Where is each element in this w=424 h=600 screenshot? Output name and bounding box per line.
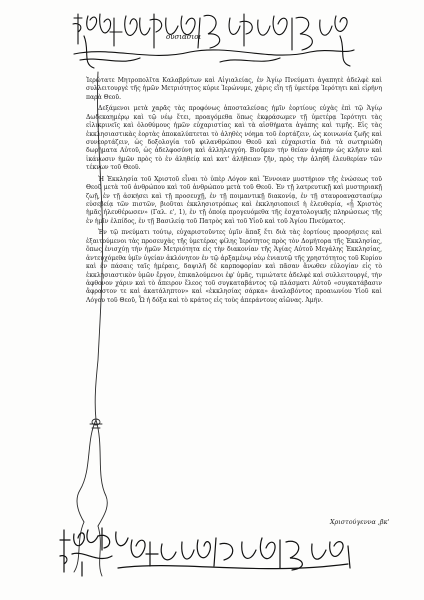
letter-body bbox=[86, 77, 382, 308]
letter-paragraph: Ἐν τῷ πνεύματι τούτῳ, εὐχαριστοῦντες ὑμῖν ἅπαξ ἔτι διὰ τὰς ἑορτίους προσρήσεις καὶ ἐξαιτούμενοι τὰς προσευχὰς τῆς ὑμετέρας φίλης Ἱερότητος πρὸς τὸν Δομήτορα τῆς Ἐκκλησίας, ὅπως ἐνισχύῃ τὴν ἡμῶν Μετριότητα εἰς τὴν διακονίαν τῆς Ἁγίας Αὐτοῦ Μεγάλης Ἐκκλησίας, ἀντευχόμεθα ὑμῖν ὑγείαν ἀκλόνητον ἐν τῷ ἀρξαμένῳ νέῳ ἐνιαυτῷ τῆς χρηστότητος τοῦ Κυρίου καὶ ἐν πάσαις ταῖς ἡμέραις, δαψιλῆ δὲ καρποφορίαν καὶ πᾶσαν ἄνωθεν εὐλογίαν εἰς τὸ ἐκκλησιαστικὸν ὑμῶν ἔργον, ἐπικαλούμενοι ἐφ' ὑμᾶς, τιμιώτατε ἀδελφὲ καὶ συλλειτουργέ, τὴν ἀφθονον χάριν καὶ τὸ ἄπειρον ἔλεος τοῦ συγκαταβάντος τῷ πλάσματι Αὐτοῦ «συγκατάβασιν ἄφραστον τε καὶ ἀκατάληπτον» καὶ «ἐκκλησίας σάρκα» ἀναλαβόντος προαιωνίου Υἱοῦ καὶ Λόγου τοῦ Θεοῦ, Ὧ ἡ δόξα καὶ τὸ κράτος εἰς τοὺς ἀπεράντους αἰῶνας. Ἀμήν. bbox=[86, 229, 382, 304]
letter-paragraph: Δεξάμενοι μετὰ χαρᾶς τὰς προφόνως ἀποσταλείσας ἡμῖν ἑορτίους εὐχὰς ἐπὶ τῷ Ἁγίῳ Δωδεκαημέρῳ καὶ τῷ νέῳ ἔτει, προαγόμεθα ὅπως ἐκφράσωμεν τῇ ὑμετέρᾳ Ἱερότητι τὰς εἰλικρινεῖς καὶ ὁλοθύμους ἡμῶν εὐχαριστίας καὶ τὰ αἰσθήματα ἀγάπης καὶ τιμῆς. Εἰς τὰς ἐκκλησιαστικὰς ἑορτὰς ἀποκαλύπτεται τὸ ἀληθὲς νόημα τοῦ ἑορτάζειν, ὡς κοινωνία ζωῆς καὶ συνεορτάζειν, ὡς δοξολογία τοῦ φιλανθρώπου Θεοῦ καὶ εὐχαριστία διὰ τὰ σωτηριώδη δωρήματα Αὐτοῦ, ὡς ἀδελφοσύνη καὶ ἀλληλεγγύη. Βιοῦμεν τὴν θείαν ἀγάπην ὡς κλῆσιν καὶ ἱκάνωσιν ἡμῶν πρὸς τὸ ἐν ἀληθείᾳ καὶ κατ' ἀλήθειαν ζῆν, πρὸς τὴν ἀληθῆ ἐλευθερίαν τῶν τέκνων τοῦ Θεοῦ. bbox=[86, 105, 382, 172]
letter-paragraph: Ἡ Ἐκκλησία τοῦ Χριστοῦ εἶναι τὸ ὑπὲρ Λόγον καὶ Ἔννοιαν μυστήριον τῆς ἑνώσεως τοῦ Θεοῦ μετὰ τοῦ ἀνθρώπου καὶ τοῦ ἀνθρώπου μετὰ τοῦ Θεοῦ. Ἐν τῇ λατρευτικῇ καὶ μυστηριακῇ ζωῇ, ἐν τῇ ἀσκήσει καὶ τῇ προσευχῇ, ἐν τῇ ποιμαντικῇ διακονίᾳ, ἐν τῇ σταυροαναστασίμῳ εὐσεβείᾳ τῶν πιστῶν, βιοῦται ἐκκλησιοτρόπως καὶ ἐκκλησιοποιεῖ ἡ ἐλευθερία, «ᾗ Χριστὸς ἡμᾶς ἠλευθέρωσεν» (Γαλ. ε', 1), ἐν τῇ ὁποίᾳ προγευόμεθα τῆς ἐσχατολογικῆς πληρώσεως τῆς ἐν ἡμῖν ἐλπίδος, ἐν τῇ Βασιλείᾳ τοῦ Πατρὸς καὶ τοῦ Υἱοῦ καὶ τοῦ Ἁγίου Πνεύματος. bbox=[86, 175, 382, 225]
letter-date: Χριστούγεννα ,βκ' bbox=[330, 518, 390, 526]
header-signature bbox=[70, 6, 360, 72]
header-signature-script: οὐσιάσιοι bbox=[166, 33, 202, 41]
letter-salutation: Ἱερώτατε Μητροπολῖτα Καλαβρύτων καὶ Αἰγιαλείας, ἐν Ἁγίῳ Πνεύματι ἀγαπητὲ ἀδελφὲ καὶ συλλειτουργὲ τῆς ἡμῶν Μετριότητος κύριε Ἱερώνυμε, χάρις εἴη τῇ ὑμετέρᾳ Ἱερότητι καὶ εἰρήνη παρὰ Θεοῦ. bbox=[86, 77, 382, 101]
footer-signature bbox=[58, 520, 358, 580]
